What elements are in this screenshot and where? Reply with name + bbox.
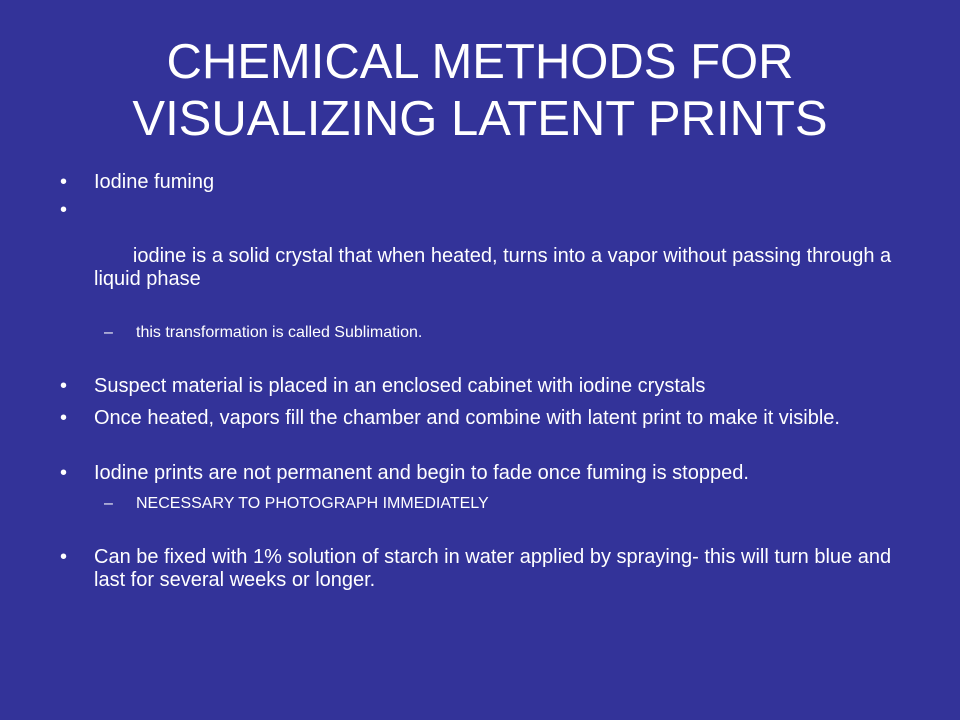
sub-bullet-text: this transformation is called Sublimation.: [136, 324, 423, 341]
bullet-text: Suspect material is placed in an enclosed cabinet with iodine crystals: [94, 375, 706, 397]
bullet-marker: •: [60, 171, 68, 193]
bullet-marker: •: [60, 199, 68, 221]
slide-title-line-2: VISUALIZING LATENT PRINTS: [132, 92, 828, 146]
bullet-marker: •: [60, 462, 68, 484]
bullet-text: Iodine fuming: [94, 171, 215, 193]
dash-marker: –: [104, 495, 113, 512]
bullet-text: Once heated, vapors fill the chamber and combine with latent print to make it visible.: [94, 407, 840, 429]
slide-title-line-1: CHEMICAL METHODS FOR: [166, 35, 794, 89]
dash-marker: –: [104, 324, 113, 341]
sub-bullet-item: [0, 494, 960, 514]
bullet-text: iodine is a solid crystal that when heated, turns into a vapor without passing through a liquid phase: [94, 245, 897, 290]
sub-bullet-item: [0, 323, 960, 343]
bullet-item: [0, 462, 960, 485]
bullet-item: [0, 375, 960, 398]
bullet-marker: •: [60, 546, 68, 568]
bullet-item: [0, 199, 960, 314]
bullet-item: [0, 546, 960, 592]
sub-bullet-text: NECESSARY TO PHOTOGRAPH IMMEDIATELY: [136, 495, 489, 512]
bullet-marker: •: [60, 375, 68, 397]
bullet-item: [0, 407, 960, 430]
bullet-text: Iodine prints are not permanent and begin to fade once fuming is stopped.: [94, 462, 749, 484]
slide-title: [40, 34, 920, 148]
bullet-marker: •: [60, 407, 68, 429]
slide-body: [0, 171, 960, 592]
bullet-item: [0, 171, 960, 194]
bullet-text: Can be fixed with 1% solution of starch in water applied by spraying- this will turn blue and last for several weeks or longer.: [94, 546, 892, 591]
